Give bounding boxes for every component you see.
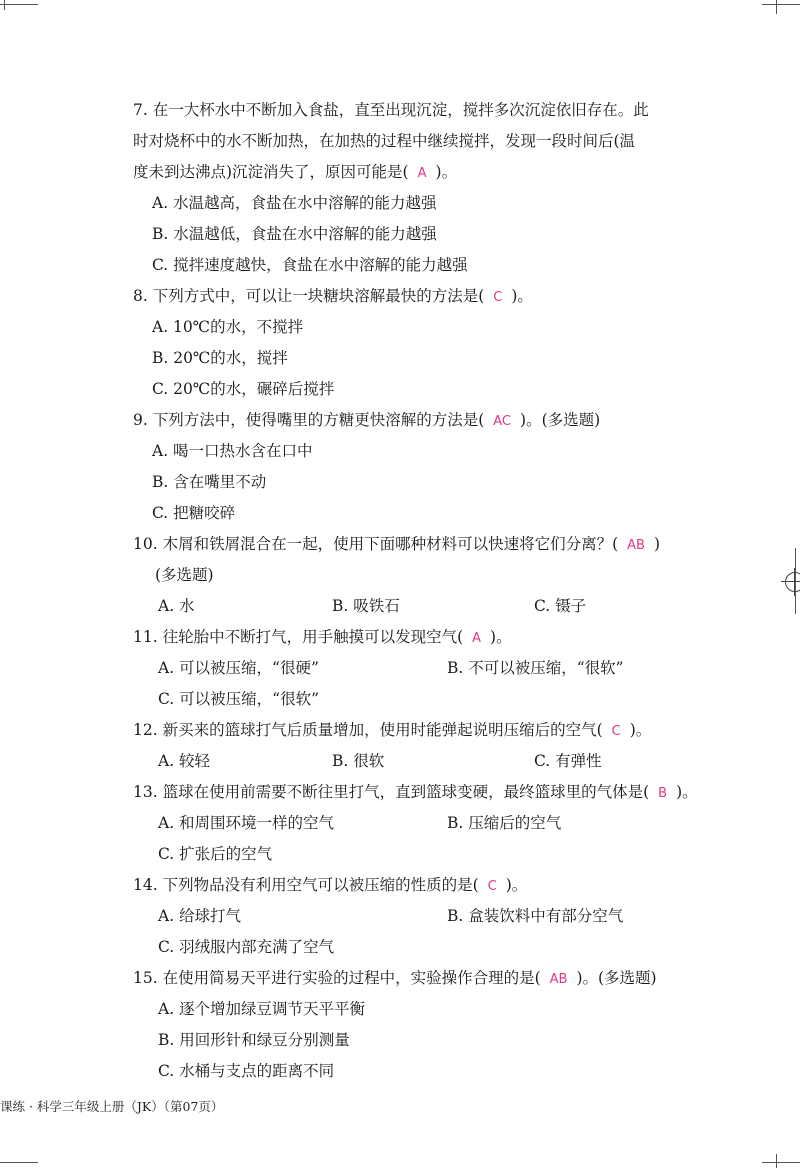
crop-mark-top-left [0, 4, 38, 5]
option-b: B. 吸铁石 [332, 597, 400, 615]
option-a: A. 10℃的水，不搅拌 [152, 318, 304, 336]
question-8: 8. 下列方式中，可以让一块糖块溶解最快的方法是( C )。 [133, 287, 533, 305]
question-12: 12. 新买来的篮球打气后质量增加，使用时能弹起说明压缩后的空气( C )。 [133, 721, 652, 739]
option-a: A. 较轻 [158, 752, 211, 770]
option-b: B. 压缩后的空气 [447, 814, 562, 832]
option-c: C. 20℃的水，碾碎后搅拌 [152, 380, 335, 398]
crop-mark-bottom-left [0, 1162, 38, 1163]
question-stem: 9. 下列方法中，使得嘴里的方糖更快溶解的方法是( [133, 411, 485, 429]
crop-mark-bottom-right [762, 1162, 800, 1163]
option-c: C. 扩张后的空气 [158, 845, 273, 863]
question-7 [133, 95, 723, 188]
answer-mark: B [658, 786, 668, 801]
registration-mark-icon [785, 572, 800, 592]
answer-mark: AB [549, 972, 568, 987]
question-stem: 11. 往轮胎中不断打气，用手触摸可以发现空气( [133, 628, 464, 646]
option-b: B. 含在嘴里不动 [152, 473, 267, 491]
question-note: (多选题) [155, 566, 214, 584]
option-c: C. 把糖咬碎 [152, 504, 236, 522]
option-a: A. 和周围环境一样的空气 [158, 814, 335, 832]
question-stem-line: 时对烧杯中的水不断加热，在加热的过程中继续搅拌，发现一段时间后(温 [133, 132, 636, 150]
option-c: C. 有弹性 [534, 752, 602, 770]
option-a: A. 喝一口热水含在口中 [152, 442, 313, 460]
answer-mark: C [493, 290, 503, 305]
answer-mark: AC [493, 414, 512, 429]
answer-mark: C [487, 879, 497, 894]
crop-mark-top-right-vertical [776, 0, 777, 14]
option-b: B. 盒装饮料中有部分空气 [447, 907, 624, 925]
option-c: C. 搅拌速度越快，食盐在水中溶解的能力越强 [152, 256, 468, 274]
question-13: 13. 篮球在使用前需要不断往里打气，直到篮球变硬，最终篮球里的气体是( B )。 [133, 783, 698, 801]
option-b: B. 很软 [332, 752, 385, 770]
question-stem: 10. 木屑和铁屑混合在一起，使用下面哪种材料可以快速将它们分离？( [133, 535, 619, 553]
question-9: 9. 下列方法中，使得嘴里的方糖更快溶解的方法是( AC )。(多选题) [133, 411, 601, 429]
option-a: A. 水 [158, 597, 195, 615]
option-c: C. 镊子 [534, 597, 587, 615]
question-stem: 8. 下列方式中，可以让一块糖块溶解最快的方法是( [133, 287, 485, 305]
option-c: C. 可以被压缩，“很软” [158, 690, 320, 708]
question-stem-line: 度未到达沸点)沉淀消失了，原因可能是( A )。 [133, 163, 458, 181]
crop-mark-top-right [762, 4, 800, 5]
question-stem-line: 7. 在一大杯水中不断加入食盐，直至出现沉淀，搅拌多次沉淀依旧存在。此 [133, 101, 649, 119]
option-a: A. 水温越高，食盐在水中溶解的能力越强 [152, 194, 437, 212]
question-15: 15. 在使用简易天平进行实验的过程中，实验操作合理的是( AB )。(多选题) [133, 969, 657, 987]
option-b: B. 不可以被压缩，“很软” [447, 659, 624, 677]
option-c: C. 水桶与支点的距离不同 [158, 1062, 335, 1080]
answer-mark: C [611, 724, 621, 739]
question-14: 14. 下列物品没有利用空气可以被压缩的性质的是( C )。 [133, 876, 528, 894]
option-b: B. 用回形针和绿豆分别测量 [158, 1031, 350, 1049]
question-stem: 13. 篮球在使用前需要不断往里打气，直到篮球变硬，最终篮球里的气体是( [133, 783, 650, 801]
option-a: A. 可以被压缩，“很硬” [158, 659, 319, 677]
option-a: A. 逐个增加绿豆调节天平平衡 [158, 1000, 366, 1018]
answer-mark: A [472, 631, 482, 646]
option-a: A. 给球打气 [158, 907, 242, 925]
question-11: 11. 往轮胎中不断打气，用手触摸可以发现空气( A )。 [133, 628, 512, 646]
question-stem: 14. 下列物品没有利用空气可以被压缩的性质的是( [133, 876, 479, 894]
option-c: C. 羽绒服内部充满了空气 [158, 938, 335, 956]
question-10: 10. 木屑和铁屑混合在一起，使用下面哪种材料可以快速将它们分离？( AB ) (多选题) [133, 529, 723, 591]
page-footer: 课练 · 科学三年级上册（JK）（第07页） [0, 1099, 224, 1114]
question-stem: 15. 在使用简易天平进行实验的过程中，实验操作合理的是( [133, 969, 541, 987]
option-b: B. 水温越低，食盐在水中溶解的能力越强 [152, 225, 437, 243]
crop-mark-bottom-right-vertical [776, 1154, 777, 1168]
answer-mark: AB [627, 538, 645, 553]
crop-mark-top-left-vertical [4, 0, 5, 10]
question-stem: 12. 新买来的篮球打气后质量增加，使用时能弹起说明压缩后的空气( [133, 721, 603, 739]
option-b: B. 20℃的水，搅拌 [152, 349, 288, 367]
answer-mark: A [417, 166, 427, 181]
